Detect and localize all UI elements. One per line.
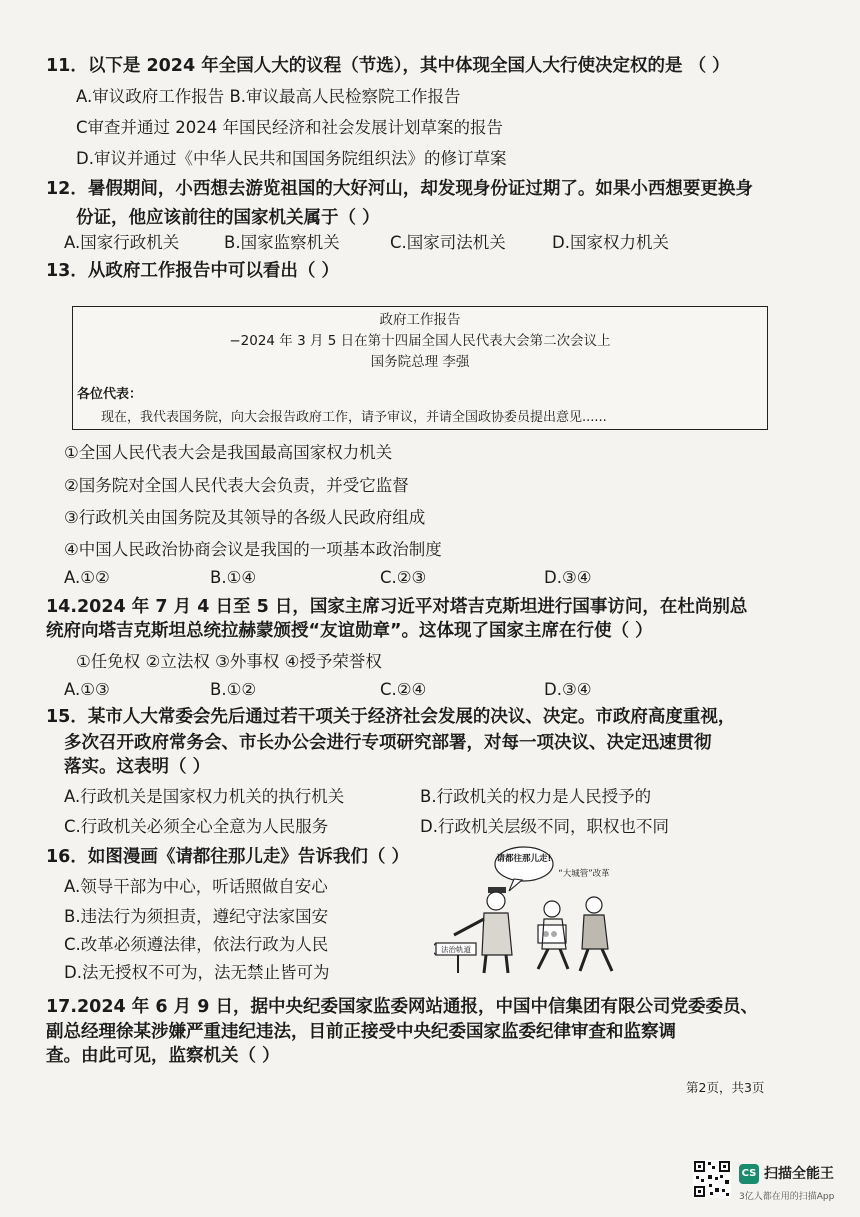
q14-option-d: D.③④ [544,680,592,699]
q13-statement-4: ④中国人民政治协商会议是我国的一项基本政治制度 [64,540,442,559]
q15-option-a: A.行政机关是国家权力机关的执行机关 [64,787,345,806]
q11-option-c: C审查并通过 2024 年国民经济和社会发展计划草案的报告 [76,118,504,137]
q16-option-b: B.违法行为须担责，遵纪守法家国安 [64,907,329,926]
q13-statement-1: ①全国人民代表大会是我国最高国家权力机关 [64,443,393,462]
q14-items: ①任免权 ②立法权 ③外事权 ④授予荣誉权 [76,652,382,671]
qr-code-icon [693,1160,731,1198]
q12-stem-2: 份证，他应该前往的国家机关属于（ ） [76,208,380,228]
q12-option-b: B.国家监察机关 [224,233,340,252]
q14-stem-1: 14.2024 年 7 月 4 日至 5 日，国家主席习近平对塔吉克斯坦进行国事访问，在杜尚别总 [46,597,748,617]
report-title: 政府工作报告 [379,312,461,328]
report-greeting: 各位代表： [77,387,143,402]
report-subtitle: −2024 年 3 月 5 日在第十四届全国人民代表大会第二次会议上 [229,333,611,349]
q12-option-c: C.国家司法机关 [390,233,506,252]
q15-stem-1: 15．某市人大常委会先后通过若干项关于经济社会发展的决议、决定。市政府高度重视， [46,707,736,727]
q16-option-d: D.法无授权不可为，法无禁止皆可为 [64,963,330,982]
q13-option-d: D.③④ [544,568,592,587]
q13-statement-2: ②国务院对全国人民代表大会负责，并受它监督 [64,476,409,495]
cartoon-caption: “大城管”改革 [558,869,610,879]
bubble-text: 请都往那儿走! [496,854,552,864]
q13-option-b: B.①④ [210,568,257,587]
q15-option-d: D.行政机关层级不同，职权也不同 [420,817,669,836]
q15-option-b: B.行政机关的权力是人民授予的 [420,787,652,806]
q12-stem-1: 12．暑假期间，小西想去游览祖国的大好河山，却发现身份证过期了。如果小西想要更换身 [46,179,753,199]
q16-stem: 16．如图漫画《请都往那儿走》告诉我们（ ） [46,847,409,867]
q17-stem-3: 查。由此可见，监察机关（ ） [46,1046,280,1066]
q13-option-c: C.②③ [380,568,427,587]
speech-bubble [495,847,553,881]
q14-option-b: B.①② [210,680,257,699]
q15-stem-2: 多次召开政府常务会、市长办公会进行专项研究部署，对每一项决议、决定迅速贯彻 [64,733,712,753]
q16-option-a: A.领导干部为中心，听话照做自安心 [64,877,328,896]
q12-option-a: A.国家行政机关 [64,233,180,252]
page-number: 第2页，共3页 [686,1080,765,1095]
q13-option-a: A.①② [64,568,110,587]
report-body: 现在，我代表国务院，向大会报告政府工作，请予审议，并请全国政协委员提出意见...... [101,410,607,425]
scanner-tagline: 3亿人都在用的扫描App [739,1192,835,1202]
sign-text: 法治轨道 [441,945,471,954]
q11-options-ab: A.审议政府工作报告 B.审议最高人民检察院工作报告 [76,87,461,106]
q15-option-c: C.行政机关必须全心全意为人民服务 [64,817,329,836]
scanner-name: 扫描全能王 [764,1166,834,1182]
q17-stem-1: 17.2024 年 6 月 9 日，据中央纪委国家监委网站通报，中国中信集团有限公司党委委员、 [46,997,759,1017]
q13-stem: 13．从政府工作报告中可以看出（ ） [46,261,339,281]
q11-option-d: D.审议并通过《中华人民共和国国务院组织法》的修订草案 [76,149,507,168]
q14-option-c: C.②④ [380,680,427,699]
report-author: 国务院总理 李强 [370,354,470,370]
q17-stem-2: 副总经理徐某涉嫌严重违纪违法，目前正接受中央纪委国家监委纪律审查和监察调 [46,1022,676,1042]
q11-stem: 11．以下是 2024 年全国人大的议程（节选），其中体现全国人大行使决定权的是 （ ） [46,56,730,76]
report-box [72,306,768,430]
q14-stem-2: 统府向塔吉克斯坦总统拉赫蒙颁授“友谊勋章”。这体现了国家主席在行使（ ） [46,621,653,641]
cartoon-illustration [434,845,624,975]
q14-option-a: A.①③ [64,680,110,699]
q13-statement-3: ③行政机关由国务院及其领导的各级人民政府组成 [64,508,426,527]
scanner-logo: CS [739,1164,759,1184]
q15-stem-3: 落实。这表明（ ） [64,757,211,777]
q12-option-d: D.国家权力机关 [552,233,669,252]
q16-option-c: C.改革必须遵法律，依法行政为人民 [64,935,329,954]
